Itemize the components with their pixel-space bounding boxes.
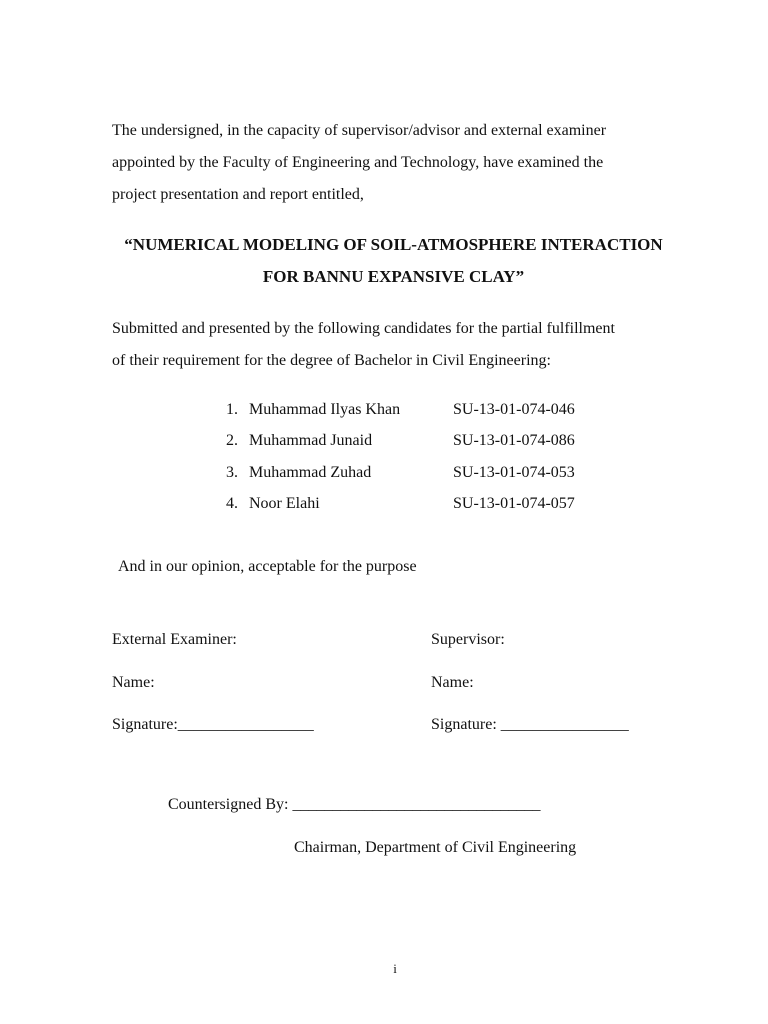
report-title-line-1: “NUMERICAL MODELING OF SOIL-ATMOSPHERE INTERACTION (124, 235, 663, 254)
chairman-title: Chairman, Department of Civil Engineering (294, 839, 577, 856)
submission-line-2: of their requirement for the degree of Bachelor in Civil Engineering: (112, 352, 551, 369)
candidate-number: 2. (226, 432, 238, 449)
candidate-name: Noor Elahi (249, 495, 320, 512)
report-title-line-2: FOR BANNU EXPANSIVE CLAY” (262, 267, 525, 286)
candidate-name: Muhammad Zuhad (249, 464, 372, 481)
candidate-name: Muhammad Junaid (249, 432, 373, 449)
external-examiner-name-label: Name: (112, 674, 155, 691)
candidate-id: SU-13-01-074-057 (453, 495, 575, 512)
intro-line-1: The undersigned, in the capacity of supervisor/advisor and external examiner (112, 122, 607, 139)
supervisor-name-label: Name: (431, 674, 474, 691)
external-examiner-heading: External Examiner: (112, 631, 237, 648)
submission-line-1: Submitted and presented by the following candidates for the partial fulfillment (112, 320, 615, 337)
supervisor-heading: Supervisor: (431, 631, 505, 648)
candidate-number: 4. (226, 495, 238, 512)
candidate-id: SU-13-01-074-086 (453, 432, 575, 449)
candidate-id: SU-13-01-074-046 (453, 401, 575, 418)
supervisor-signature-line: Signature: ________________ (431, 716, 629, 733)
candidate-number: 3. (226, 464, 238, 481)
countersigned-by-line: Countersigned By: _______________________________ (168, 796, 541, 813)
intro-line-2: appointed by the Faculty of Engineering and Technology, have examined the (112, 154, 604, 171)
candidate-number: 1. (226, 401, 238, 418)
external-examiner-signature-line: Signature:_________________ (112, 716, 314, 733)
candidate-name: Muhammad Ilyas Khan (249, 401, 401, 418)
page-number: i (393, 961, 397, 976)
intro-line-3: project presentation and report entitled, (112, 186, 364, 203)
candidate-id: SU-13-01-074-053 (453, 464, 575, 481)
opinion-statement: And in our opinion, acceptable for the purpose (118, 558, 417, 575)
